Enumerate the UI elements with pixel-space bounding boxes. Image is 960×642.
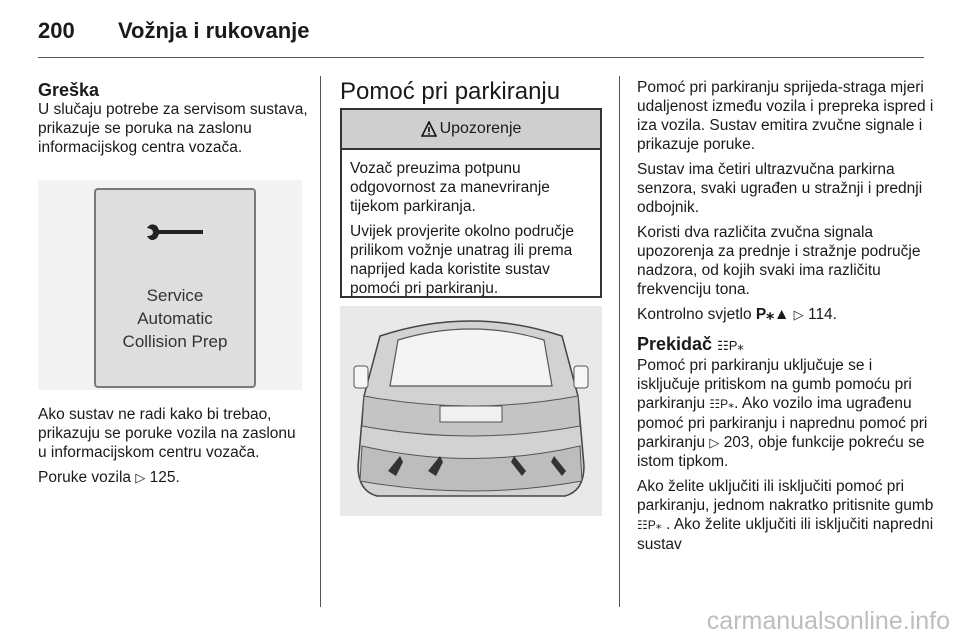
service-message-illustration [38,180,302,390]
screen-line-2: Automatic [137,309,213,328]
warning-label: Upozorenje [439,120,522,137]
switch-heading-text: Prekidač [637,334,713,354]
paragraph-signals: Koristi dva različita zvučna signala upozorenja za prednje i stražnje područje nadzora, od kojih svaki ima različitu frekvenciju tona. [637,224,921,298]
section-heading-parking-assist: Pomoć pri parkiranju [340,78,561,105]
parking-assist-button-icon: ☷P⁎ [717,338,744,353]
vehicle-messages-reference [38,468,308,487]
screen-line-3: Collision Prep [122,332,228,351]
paragraph-switch-usage [637,356,937,471]
chapter-title: Vožnja i rukovanje [118,18,310,43]
wrench-icon [145,222,205,244]
section-heading-greska: Greška [38,80,100,100]
page-reference-icon: ▷ [135,470,146,485]
switch-reference[interactable]: 203, obje funkcije pokreću se istom tipkom. [637,434,925,470]
display-frame [94,188,256,388]
car-rear-sensors-illustration [340,306,602,516]
warning-body [342,150,600,298]
page-number: 200 [38,18,75,43]
paragraph-switch-toggle [637,477,937,554]
warning-triangle-icon [421,121,437,137]
page-reference-icon: ▷ [793,307,804,322]
column-divider-1 [320,76,321,607]
parking-assist-button-icon: ☷P⁎ [709,397,735,411]
indicator-text: Kontrolno svjetlo [637,306,752,323]
column-1-bottom [38,405,308,493]
column-1 [38,80,308,163]
warning-paragraph-1: Vozač preuzima potpunu odgovornost za manevriranje tijekom parkiranja. [350,160,550,215]
section-heading-parking-assist-wrap [340,78,560,106]
reference-text: Poruke vozila [38,469,132,486]
toggle-text: Ako želite uključiti ili isključiti pomoć pri parkiranju, jednom nakratko pritisnite gumb [637,478,934,514]
intro-paragraph: U slučaju potrebe za servisom sustava, prikazuje se poruka na zaslonu informacijskog centra vozača. [38,101,308,156]
page-reference-icon: ▷ [709,435,720,450]
toggle-text-2: . Ako želite uključiti ili isključiti napredni sustav [637,516,934,553]
parking-assist-button-icon: ☷P⁎ [637,518,662,532]
warning-paragraph-2: Uvijek provjerite okolno područje prilikom vožnje unatrag ili prema naprijed kada koristite sustav pomoći pri parkiranju. [350,223,575,297]
paragraph-description: Pomoć pri parkiranju sprijeda-straga mjeri udaljenost između vozila i prepreka ispred i iza vozila. Sustav emitira zvučne signale i prikazuje poruke. [637,79,934,153]
indicator-reference-page[interactable]: 114. [807,306,837,323]
switch-usage-text-2: . Ako vozilo ima ugrađenu pomoć pri parkiranju i naprednu pomoć pri parkiranju [637,395,928,451]
switch-usage-text: Pomoć pri parkiranju uključuje se i isključuje pritiskom na gumb pomoću pri parkiranju [637,357,912,412]
section-heading-switch [637,334,937,356]
reference-page[interactable]: 125. [149,469,180,486]
watermark: carmanualsonline.info [706,607,950,635]
warning-box [340,108,602,298]
malfunction-paragraph: Ako sustav ne radi kako bi trebao, prikazuju se poruke vozila na zaslonu u informacijskom centru vozača. [38,406,296,461]
column-divider-2 [619,76,620,607]
column-3 [637,78,937,560]
parking-assist-indicator-icon: P⁎▲ [755,306,790,323]
paragraph-sensors: Sustav ima četiri ultrazvučna parkirna senzora, svaki ugrađen u stražnji i prednji odbojnik. [637,161,923,216]
paragraph-indicator [637,305,937,324]
warning-header [342,110,600,150]
car-rear-image [340,306,602,516]
screen-line-1: Service [146,286,204,305]
header-divider [38,57,924,58]
